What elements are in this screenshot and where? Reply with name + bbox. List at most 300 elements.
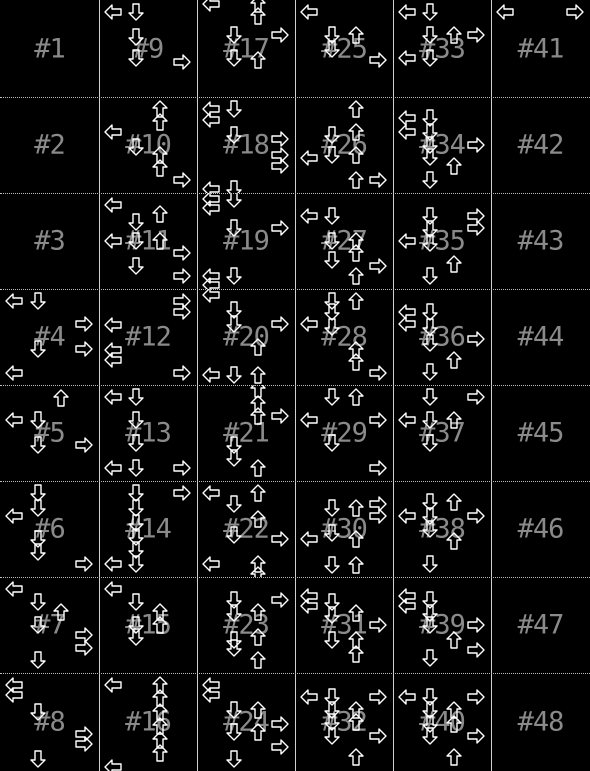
arrow-down-icon bbox=[322, 498, 342, 518]
grid-cell-32[interactable] bbox=[295, 673, 393, 771]
cell-label: #3 bbox=[34, 225, 65, 257]
arrow-left-icon bbox=[4, 410, 24, 430]
arrow-down-icon bbox=[224, 314, 244, 334]
cell-label: #10 bbox=[125, 129, 171, 161]
arrow-left-icon bbox=[397, 2, 417, 22]
arrow-left-icon bbox=[495, 2, 515, 22]
arrow-up-icon bbox=[346, 266, 366, 286]
grid-cell-35[interactable] bbox=[393, 193, 491, 289]
arrow-up-icon bbox=[248, 509, 268, 529]
arrow-right-icon bbox=[172, 52, 192, 72]
arrow-down-icon bbox=[126, 433, 146, 453]
arrow-up-icon bbox=[346, 170, 366, 190]
cell-label: #15 bbox=[125, 609, 171, 641]
arrow-left-icon bbox=[103, 350, 123, 370]
arrow-down-icon bbox=[126, 48, 146, 68]
cell-label: #33 bbox=[419, 33, 465, 64]
arrow-up-icon bbox=[248, 406, 268, 426]
grid-cell-30[interactable] bbox=[295, 481, 393, 577]
arrow-up-icon bbox=[444, 747, 464, 767]
grid-cell-33[interactable] bbox=[393, 0, 491, 97]
cell-label: #5 bbox=[34, 417, 65, 449]
arrow-left-icon bbox=[201, 483, 221, 503]
cell-label: #45 bbox=[517, 417, 564, 449]
arrow-down-icon bbox=[224, 603, 244, 623]
grid-cell-13[interactable] bbox=[99, 385, 197, 481]
arrow-up-icon bbox=[346, 555, 366, 575]
arrow-down-icon bbox=[224, 179, 244, 193]
cell-label: #18 bbox=[223, 129, 269, 161]
arrow-down-icon bbox=[224, 638, 244, 658]
arrow-down-icon bbox=[322, 555, 342, 575]
arrow-down-icon bbox=[126, 410, 146, 430]
cell-label: #40 bbox=[419, 706, 465, 738]
grid-cell-18[interactable] bbox=[197, 97, 295, 193]
row-divider bbox=[0, 289, 590, 290]
arrow-up-icon bbox=[346, 99, 366, 119]
arrow-down-icon bbox=[126, 137, 146, 157]
arrow-right-icon bbox=[172, 302, 192, 322]
arrow-down-icon bbox=[224, 494, 244, 514]
arrow-right-icon bbox=[368, 458, 388, 478]
arrow-left-icon bbox=[397, 410, 417, 430]
cell-label: #28 bbox=[321, 321, 367, 353]
cell-label: #39 bbox=[419, 609, 465, 641]
arrow-up-icon bbox=[346, 644, 366, 664]
grid-cell-44[interactable] bbox=[491, 289, 590, 385]
cell-label: #36 bbox=[419, 321, 465, 353]
grid-cell-21[interactable] bbox=[197, 385, 295, 481]
row-divider bbox=[0, 481, 590, 482]
arrow-down-icon bbox=[28, 615, 48, 635]
arrow-left-icon bbox=[103, 231, 123, 251]
arrow-right-icon bbox=[74, 435, 94, 455]
arrow-down-icon bbox=[126, 231, 146, 251]
arrow-left-icon bbox=[103, 579, 123, 599]
arrow-up-icon bbox=[346, 603, 366, 623]
arrow-right-icon bbox=[368, 506, 388, 526]
grid-cell-12[interactable] bbox=[99, 289, 197, 385]
cell-label: #47 bbox=[517, 609, 564, 641]
arrow-up-icon bbox=[346, 747, 366, 767]
arrow-down-icon bbox=[224, 525, 244, 545]
cell-label: #19 bbox=[223, 225, 269, 257]
arrow-down-icon bbox=[224, 266, 244, 286]
grid-cell-17[interactable] bbox=[197, 0, 295, 97]
arrow-up-icon bbox=[248, 365, 268, 385]
cell-label: #4 bbox=[34, 321, 65, 353]
cell-label: #6 bbox=[34, 513, 65, 545]
grid-cell-10[interactable] bbox=[99, 97, 197, 193]
cell-label: #43 bbox=[517, 225, 564, 257]
cell-label: #11 bbox=[125, 225, 171, 257]
arrow-right-icon bbox=[368, 170, 388, 190]
arrow-left-icon bbox=[201, 365, 221, 385]
arrow-left-icon bbox=[299, 314, 319, 334]
arrow-left-icon bbox=[397, 231, 417, 251]
arrow-right-icon bbox=[368, 687, 388, 707]
arrow-up-icon bbox=[248, 700, 268, 720]
cell-label: #22 bbox=[223, 513, 269, 545]
cell-label: #17 bbox=[223, 33, 269, 64]
grid-cell-3[interactable] bbox=[0, 193, 99, 289]
arrow-left-icon bbox=[4, 291, 24, 311]
arrow-up-icon bbox=[346, 712, 366, 732]
grid-cell-24[interactable] bbox=[197, 673, 295, 771]
arrow-right-icon bbox=[466, 25, 486, 45]
arrow-left-icon bbox=[201, 275, 221, 289]
arrow-left-icon bbox=[299, 596, 319, 616]
grid-cell-36[interactable] bbox=[393, 289, 491, 385]
arrow-right-icon bbox=[74, 638, 94, 658]
row-divider bbox=[0, 385, 590, 386]
arrow-right-icon bbox=[368, 615, 388, 635]
arrow-down-icon bbox=[420, 726, 440, 746]
arrow-down-icon bbox=[420, 147, 440, 167]
arrow-left-icon bbox=[103, 387, 123, 407]
grid-cell-25[interactable] bbox=[295, 0, 393, 97]
arrow-left-icon bbox=[397, 506, 417, 526]
arrow-down-icon bbox=[420, 519, 440, 539]
arrow-up-icon bbox=[248, 602, 268, 622]
arrow-down-icon bbox=[420, 648, 440, 668]
grid-cell-45[interactable] bbox=[491, 385, 590, 481]
arrow-down-icon bbox=[420, 233, 440, 253]
grid-cell-2[interactable] bbox=[0, 97, 99, 193]
cell-label: #1 bbox=[34, 33, 65, 64]
arrow-down-icon bbox=[322, 145, 342, 165]
arrow-right-icon bbox=[172, 266, 192, 286]
arrow-up-icon bbox=[346, 291, 366, 311]
arrow-down-icon bbox=[420, 387, 440, 407]
arrow-up-icon bbox=[444, 492, 464, 512]
arrow-up-icon bbox=[346, 243, 366, 263]
arrow-up-icon bbox=[444, 410, 464, 430]
arrow-left-icon bbox=[299, 529, 319, 549]
grid-cell-46[interactable] bbox=[491, 481, 590, 577]
arrow-down-icon bbox=[126, 2, 146, 22]
arrow-left-icon bbox=[299, 687, 319, 707]
grid-cell-26[interactable] bbox=[295, 97, 393, 193]
arrow-right-icon bbox=[466, 640, 486, 660]
arrow-up-icon bbox=[346, 352, 366, 372]
arrow-left-icon bbox=[397, 596, 417, 616]
arrow-up-icon bbox=[346, 25, 366, 45]
cell-label: #42 bbox=[517, 129, 564, 161]
cell-label: #8 bbox=[34, 706, 65, 738]
arrow-up-icon bbox=[150, 204, 170, 224]
grid-cell-11[interactable] bbox=[99, 193, 197, 289]
arrow-left-icon bbox=[397, 687, 417, 707]
arrow-right-icon bbox=[270, 737, 290, 757]
grid-cell-48[interactable] bbox=[491, 673, 590, 771]
arrow-right-icon bbox=[466, 218, 486, 238]
arrow-right-icon bbox=[368, 363, 388, 383]
arrow-left-icon bbox=[103, 195, 123, 215]
cell-label: #23 bbox=[223, 609, 269, 641]
arrow-up-icon bbox=[444, 25, 464, 45]
cell-label: #26 bbox=[321, 129, 367, 161]
arrow-down-icon bbox=[28, 435, 48, 455]
arrow-up-icon bbox=[346, 529, 366, 549]
arrow-down-icon bbox=[126, 458, 146, 478]
arrow-right-icon bbox=[74, 554, 94, 574]
arrow-right-icon bbox=[172, 363, 192, 383]
arrow-right-icon bbox=[466, 506, 486, 526]
grid-cell-28[interactable] bbox=[295, 289, 393, 385]
arrow-right-icon bbox=[74, 314, 94, 334]
arrow-up-icon bbox=[248, 50, 268, 70]
row-divider bbox=[0, 193, 590, 194]
arrow-down-icon bbox=[420, 266, 440, 286]
arrow-down-icon bbox=[28, 410, 48, 430]
cell-label: #46 bbox=[517, 513, 564, 545]
arrow-right-icon bbox=[565, 2, 585, 22]
arrow-down-icon bbox=[322, 317, 342, 337]
arrow-left-icon bbox=[103, 315, 123, 335]
arrow-down-icon bbox=[420, 410, 440, 430]
arrow-left-icon bbox=[103, 757, 123, 771]
arrow-down-icon bbox=[28, 291, 48, 311]
grid-cell-4[interactable] bbox=[0, 289, 99, 385]
arrow-down-icon bbox=[28, 650, 48, 670]
cell-label: #25 bbox=[321, 33, 367, 64]
arrow-right-icon bbox=[270, 25, 290, 45]
arrow-down-icon bbox=[420, 333, 440, 353]
grid-cell-1[interactable] bbox=[0, 0, 99, 97]
arrow-left-icon bbox=[201, 554, 221, 574]
arrow-right-icon bbox=[270, 156, 290, 176]
arrow-down-icon bbox=[28, 542, 48, 562]
cell-label: #13 bbox=[125, 417, 171, 449]
arrow-down-icon bbox=[126, 212, 146, 232]
arrow-down-icon bbox=[420, 170, 440, 190]
arrow-right-icon bbox=[466, 387, 486, 407]
arrow-up-icon bbox=[150, 231, 170, 251]
grid-cell-41[interactable] bbox=[491, 0, 590, 97]
arrow-down-icon bbox=[322, 433, 342, 453]
arrow-up-icon bbox=[150, 158, 170, 178]
arrow-right-icon bbox=[270, 218, 290, 238]
grid-cell-6[interactable] bbox=[0, 481, 99, 577]
arrow-down-icon bbox=[420, 554, 440, 574]
grid-cell-47[interactable] bbox=[491, 577, 590, 673]
grid-cell-15[interactable] bbox=[99, 577, 197, 673]
arrow-up-icon bbox=[444, 531, 464, 551]
arrow-down-icon bbox=[224, 722, 244, 742]
cell-label: #35 bbox=[419, 225, 465, 257]
arrow-left-icon bbox=[4, 506, 24, 526]
arrow-up-icon bbox=[248, 6, 268, 26]
arrow-left-icon bbox=[4, 579, 24, 599]
arrow-right-icon bbox=[74, 734, 94, 754]
cell-label: #44 bbox=[517, 321, 564, 353]
cell-label: #16 bbox=[125, 706, 171, 738]
arrow-left-icon bbox=[397, 122, 417, 142]
arrow-right-icon bbox=[172, 170, 192, 190]
arrow-right-icon bbox=[466, 135, 486, 155]
arrow-down-icon bbox=[28, 339, 48, 359]
arrow-up-icon bbox=[248, 458, 268, 478]
grid-cell-20[interactable] bbox=[197, 289, 295, 385]
arrow-down-icon bbox=[224, 25, 244, 45]
cell-label: #24 bbox=[223, 706, 269, 738]
arrow-up-icon bbox=[346, 387, 366, 407]
arrow-down-icon bbox=[28, 592, 48, 612]
cell-label: #34 bbox=[419, 129, 465, 161]
cell-label: #48 bbox=[517, 706, 564, 738]
arrow-right-icon bbox=[466, 615, 486, 635]
arrow-left-icon bbox=[201, 110, 221, 130]
arrow-down-icon bbox=[322, 523, 342, 543]
arrow-left-icon bbox=[103, 554, 123, 574]
arrow-right-icon bbox=[270, 714, 290, 734]
arrow-up-icon bbox=[248, 627, 268, 647]
arrow-down-icon bbox=[322, 605, 342, 625]
cell-label: #37 bbox=[419, 417, 465, 449]
arrow-up-icon bbox=[248, 650, 268, 670]
grid-cell-42[interactable] bbox=[491, 97, 590, 193]
arrow-up-icon bbox=[51, 602, 71, 622]
cell-label: #32 bbox=[321, 706, 367, 738]
arrow-down-icon bbox=[322, 206, 342, 226]
arrow-down-icon bbox=[420, 2, 440, 22]
grid-cell-23[interactable] bbox=[197, 577, 295, 673]
arrow-up-icon bbox=[444, 254, 464, 274]
grid-cell-34[interactable] bbox=[393, 97, 491, 193]
arrow-up-icon bbox=[150, 112, 170, 132]
arrow-up-icon bbox=[248, 483, 268, 503]
cell-label: #30 bbox=[321, 513, 367, 545]
arrow-down-icon bbox=[224, 448, 244, 468]
cell-label: #9 bbox=[132, 33, 164, 64]
grid-cell-8[interactable] bbox=[0, 673, 99, 771]
arrow-down-icon bbox=[224, 218, 244, 238]
arrow-right-icon bbox=[368, 256, 388, 276]
arrow-down-icon bbox=[126, 256, 146, 276]
arrow-right-icon bbox=[172, 243, 192, 263]
arrow-left-icon bbox=[299, 148, 319, 168]
row-divider bbox=[0, 577, 590, 578]
cell-label: #20 bbox=[223, 321, 269, 353]
arrow-left-icon bbox=[201, 198, 221, 218]
cell-label: #41 bbox=[517, 33, 564, 64]
grid-cell-16[interactable] bbox=[99, 673, 197, 771]
arrow-down-icon bbox=[126, 627, 146, 647]
grid-cell-29[interactable] bbox=[295, 385, 393, 481]
grid-cell-39[interactable] bbox=[393, 577, 491, 673]
arrow-up-icon bbox=[346, 145, 366, 165]
cell-label: #27 bbox=[321, 225, 367, 257]
cell-label: #14 bbox=[125, 513, 171, 545]
arrow-left-icon bbox=[299, 206, 319, 226]
arrow-left-icon bbox=[4, 685, 24, 705]
arrow-down-icon bbox=[126, 592, 146, 612]
cell-label: #7 bbox=[34, 609, 65, 641]
arrow-down-icon bbox=[322, 726, 342, 746]
cell-label: #12 bbox=[125, 321, 171, 353]
arrow-up-icon bbox=[346, 498, 366, 518]
arrow-down-icon bbox=[322, 250, 342, 270]
arrow-up-icon bbox=[150, 743, 170, 763]
arrow-left-icon bbox=[201, 179, 221, 193]
grid-cell-19[interactable] bbox=[197, 193, 295, 289]
arrow-right-icon bbox=[270, 590, 290, 610]
arrow-up-icon bbox=[444, 350, 464, 370]
row-divider bbox=[0, 97, 590, 98]
arrow-up-icon bbox=[248, 565, 268, 577]
grid-cell-7[interactable] bbox=[0, 577, 99, 673]
arrow-right-icon bbox=[172, 483, 192, 503]
cell-label: #2 bbox=[34, 129, 65, 161]
arrow-up-icon bbox=[444, 714, 464, 734]
arrow-down-icon bbox=[224, 125, 244, 145]
grid-cell-43[interactable] bbox=[491, 193, 590, 289]
grid-cell-38[interactable] bbox=[393, 481, 491, 577]
arrow-right-icon bbox=[466, 687, 486, 707]
arrow-left-icon bbox=[201, 685, 221, 705]
arrow-down-icon bbox=[224, 99, 244, 119]
arrow-down-icon bbox=[126, 554, 146, 574]
arrow-right-icon bbox=[270, 529, 290, 549]
arrow-left-icon bbox=[4, 363, 24, 383]
arrow-right-icon bbox=[368, 410, 388, 430]
grid-cell-5[interactable] bbox=[0, 385, 99, 481]
arrow-left-icon bbox=[103, 675, 123, 695]
arrow-down-icon bbox=[224, 193, 244, 209]
arrow-down-icon bbox=[322, 630, 342, 650]
arrow-down-icon bbox=[224, 48, 244, 68]
arrow-left-icon bbox=[397, 48, 417, 68]
arrow-down-icon bbox=[420, 48, 440, 68]
grid-cell-37[interactable] bbox=[393, 385, 491, 481]
arrow-left-icon bbox=[299, 410, 319, 430]
arrow-up-icon bbox=[248, 337, 268, 357]
grid-cell-22[interactable] bbox=[197, 481, 295, 577]
arrow-right-icon bbox=[270, 406, 290, 426]
arrow-down-icon bbox=[322, 39, 342, 59]
arrow-down-icon bbox=[420, 433, 440, 453]
arrow-down-icon bbox=[28, 749, 48, 769]
arrow-right-icon bbox=[74, 339, 94, 359]
grid-cell-27[interactable] bbox=[295, 193, 393, 289]
arrow-down-icon bbox=[420, 615, 440, 635]
arrow-down-icon bbox=[224, 365, 244, 385]
arrow-down-icon bbox=[126, 27, 146, 47]
arrow-left-icon bbox=[201, 0, 221, 14]
arrow-right-icon bbox=[368, 726, 388, 746]
arrow-down-icon bbox=[126, 387, 146, 407]
arrow-down-icon bbox=[28, 702, 48, 722]
grid-cell-9[interactable] bbox=[99, 0, 197, 97]
grid-cell-31[interactable] bbox=[295, 577, 393, 673]
cell-label: #38 bbox=[419, 513, 465, 545]
cell-label: #29 bbox=[321, 417, 367, 449]
grid-cell-14[interactable] bbox=[99, 481, 197, 577]
arrow-left-icon bbox=[103, 458, 123, 478]
arrow-down-icon bbox=[322, 387, 342, 407]
arrow-right-icon bbox=[466, 329, 486, 349]
arrow-right-icon bbox=[172, 458, 192, 478]
grid-cell-40[interactable] bbox=[393, 673, 491, 771]
arrow-down-icon bbox=[224, 749, 244, 769]
arrow-up-icon bbox=[444, 156, 464, 176]
cell-label: #21 bbox=[223, 417, 269, 449]
arrow-down-icon bbox=[420, 25, 440, 45]
arrow-up-icon bbox=[346, 122, 366, 142]
arrow-down-icon bbox=[322, 125, 342, 145]
arrow-up-icon bbox=[444, 630, 464, 650]
